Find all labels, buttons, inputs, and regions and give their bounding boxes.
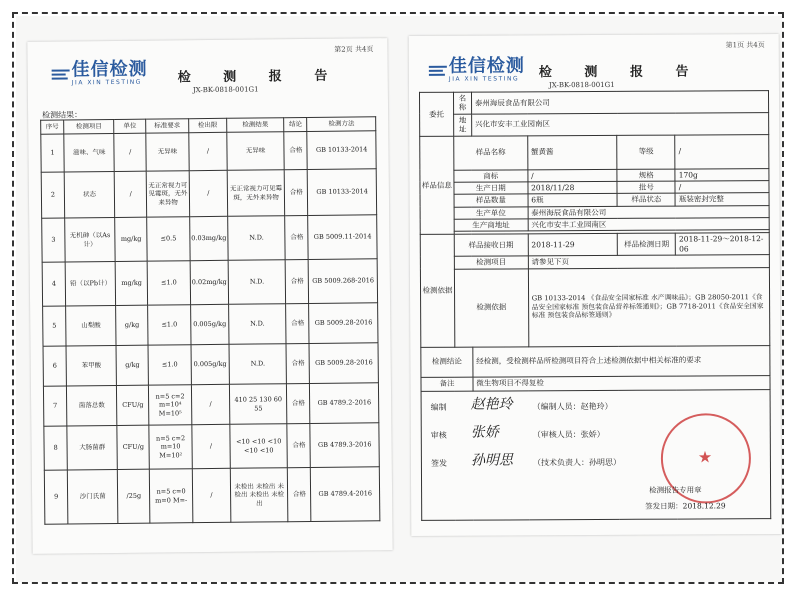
table-cell-unit: / [114, 133, 146, 171]
table-cell-method: GB 4789.2-2016 [310, 383, 379, 424]
table-cell-result: N.D. [229, 344, 287, 385]
table-cell-unit: /25g [118, 469, 150, 523]
report-code: JX-BK-0818-001G1 [192, 85, 259, 95]
table-cell-method: GB 4789.3-2016 [310, 423, 379, 468]
issue-label: 签发 [430, 458, 447, 468]
table-cell-method: GB 5009.268-2016 [309, 259, 378, 304]
table-cell-concl: 合格 [287, 383, 311, 423]
table-row [41, 131, 376, 173]
table-cell-unit: CFU/g [117, 425, 149, 469]
column-header: 检测项目 [64, 119, 114, 134]
table-cell-concl: 合格 [285, 215, 309, 259]
table-cell-no: 8 [44, 426, 68, 470]
client-address: 兴化市安丰工业园南区 [471, 112, 768, 135]
table-cell-method: GB 5009.28-2016 [309, 343, 378, 384]
table-cell-no: 3 [42, 218, 66, 262]
table-cell-item: 滋味、气味 [64, 133, 115, 172]
table-cell-concl: 合格 [287, 423, 311, 467]
table-cell-lod: / [189, 132, 227, 170]
page-number: 第1页 共4页 [725, 41, 765, 50]
results-table [40, 116, 380, 524]
table-cell-req: n=5 c=2 m=10⁴ M=10⁵ [149, 385, 192, 425]
table-cell-concl: 合格 [285, 169, 309, 215]
table-cell-concl: 合格 [285, 259, 309, 303]
review-label: 审核 [430, 430, 447, 440]
column-header: 单位 [114, 119, 146, 133]
table-cell-unit: mg/kg [115, 261, 147, 305]
table-cell-concl: 合格 [286, 343, 310, 383]
table-cell-lod: 0.02mg/kg [190, 260, 229, 304]
table-cell-result: 未检出 未检出 未检出 未检出 未检出 [230, 468, 288, 523]
table-cell-item: 沙门氏菌 [67, 469, 118, 524]
table-cell-item: 苯甲酸 [66, 345, 117, 386]
remark-text: 微生物项目不得复检 [473, 375, 770, 391]
table-cell-method: GB 4789.4-2016 [311, 467, 380, 522]
production-date: 2018/11/28 [528, 181, 618, 194]
manufacturer: 泰州海辰食品有限公司 [528, 205, 769, 219]
conclusion-text: 经检测，受检测样品所检测项目符合上述检测依据中相关标准的要求 [473, 345, 770, 377]
table-cell-req: ≤0.5 [147, 217, 190, 261]
table-cell-req: n=5 c=2 m=10 M=10² [149, 425, 192, 469]
table-cell-method: GB 5009.11-2014 [308, 215, 377, 260]
table-cell-method: GB 10133-2014 [308, 169, 377, 216]
test-date: 2018-11-29～2018-12-06 [675, 233, 769, 255]
table-cell-lod: / [192, 424, 231, 468]
page-number: 第2页 共4页 [334, 45, 374, 54]
table-cell-result: N.D. [228, 260, 286, 305]
table-cell-item: 菌落总数 [67, 385, 118, 426]
official-stamp: ★ [661, 413, 751, 503]
table-cell-item: 大肠菌群 [67, 425, 118, 470]
manufacturer-address: 兴化市安丰工业园南区 [528, 218, 769, 232]
report-page-1 [409, 34, 782, 536]
table-cell-req: 无异味 [146, 133, 189, 171]
test-basis: GB 10133-2014 《食品安全国家标准 水产调味品》；GB 28050-2011《食品安全国家标准 预包装食品营养标签通则》；GB 7718-2011《食品安全国家标准 预包装食品标签通则》 [528, 267, 770, 346]
table-cell-no: 5 [43, 306, 67, 346]
table-row [43, 343, 378, 387]
table-cell-unit: g/kg [116, 345, 148, 385]
receive-date: 2018-11-29 [528, 234, 618, 256]
basis-group: 检测依据 [420, 235, 454, 347]
table-cell-item: 山梨酸 [66, 305, 117, 346]
stamp-label: 检测报告专用章 [649, 484, 702, 495]
report-code: JX-BK-0818-001G1 [548, 80, 615, 90]
compile-signature: 赵艳玲 [470, 395, 513, 413]
column-header: 检测结果 [227, 118, 285, 133]
table-cell-result: 无正常视力可见霉斑，无外来异物 [227, 170, 285, 217]
table-cell-unit: CFU/g [117, 385, 149, 425]
logo-icon [427, 62, 449, 78]
table-cell-result: N.D. [229, 304, 287, 345]
compile-label: 编制 [430, 402, 447, 412]
table-row [43, 303, 378, 347]
table-cell-method: GB 5009.28-2016 [309, 303, 378, 344]
review-signature: 张娇 [470, 424, 499, 441]
table-cell-item: 铅（以Pb计） [65, 261, 116, 306]
column-header: 标准要求 [146, 119, 189, 133]
table-cell-no: 6 [43, 346, 67, 386]
conclusion-label: 检测结论 [421, 347, 473, 377]
sample-state: 瓶装密封完整 [675, 193, 769, 206]
report-info-table: 委托 名称 泰州海辰食品有限公司 地址 兴化市安丰工业园南区 样品信息 样品名称 蟹黄酱 等级 / 商标 / 规格 170g 生产日期 2018/11/28 批号 / 样品数量 6瓶 样品状态 瓶装密封完整 生产单位 泰州海辰食品有限公司 生产商地址 兴化市安丰工业园南区 检测依据 样品接收日期 2018-11-29 样品检测日期 2018-11-29～2018-12-06 检测项目 请参见下页 检测依据 GB 10133-2014 《食品安全国家标准 水产调味品》；GB 28050-2011《食品安全国家标准 预包装食品营养标签通则》；GB 7718-2011《食品安全国家标准 预包装食品标签通则》 检测结论 经检测，受检测样品所检测项目符合上述检测依据中相关标准的要求 备注 微生物项目不得复检 编制 赵艳玲 （编制人员：赵艳玲） 审核 张娇 （审核人员：张娇） 签发 孙明思 （技术负责人：孙明思） ★ 检测报告专用章 签发日期：2018.12.29 [419, 90, 771, 520]
report-title: 检 测 报 告 [538, 64, 703, 81]
table-cell-item: 无机砷（以As计） [65, 217, 116, 262]
table-cell-no: 4 [42, 262, 66, 306]
table-cell-lod: 0.03mg/kg [190, 216, 229, 260]
issue-date: 签发日期：2018.12.29 [645, 500, 726, 511]
table-cell-lod: / [189, 170, 228, 216]
results-label: 检测结果： [42, 110, 83, 120]
logo-icon [50, 66, 72, 82]
table-cell-result: N.D. [228, 216, 286, 261]
table-cell-req: ≤1.0 [147, 261, 190, 305]
sample-info-group: 样品信息 [420, 136, 454, 235]
table-cell-concl: 合格 [288, 467, 312, 521]
table-cell-unit: / [114, 171, 146, 217]
issue-signature: 孙明思 [470, 451, 513, 469]
table-row [43, 383, 378, 427]
table-cell-lod: / [192, 468, 231, 522]
column-header: 检测方法 [307, 117, 376, 132]
table-cell-method: GB 10133-2014 [307, 131, 376, 170]
client-name: 泰州海辰食品有限公司 [471, 91, 768, 114]
company-logo: 佳信检测 JIA XIN TESTING [427, 57, 525, 83]
table-cell-lod: / [191, 384, 230, 424]
client-group: 委托 [419, 92, 453, 136]
company-logo: 佳信检测 JIA XIN TESTING [50, 61, 148, 87]
table-row [44, 423, 379, 471]
table-cell-lod: 0.005g/kg [190, 304, 229, 344]
table-cell-req: n=5 c=0 m=0 M=- [150, 469, 193, 523]
table-cell-no: 7 [43, 386, 67, 426]
table-cell-req: ≤1.0 [148, 345, 191, 385]
sample-name: 蟹黄酱 [527, 135, 617, 169]
table-cell-no: 9 [44, 470, 68, 524]
table-row [44, 467, 380, 525]
sample-grade: / [675, 134, 769, 168]
sample-spec: 170g [675, 168, 769, 181]
table-cell-lod: 0.005g/kg [191, 344, 230, 384]
table-cell-result: <10 <10 <10 <10 <10 [230, 424, 288, 469]
table-cell-unit: g/kg [116, 305, 148, 345]
table-cell-no: 1 [41, 134, 64, 172]
table-cell-req: 无正常视力可见霉斑，无外来异物 [146, 171, 189, 217]
table-cell-concl: 合格 [284, 131, 307, 169]
table-cell-no: 2 [41, 172, 65, 218]
column-header: 检出限 [189, 118, 227, 132]
table-cell-result: 无异味 [227, 132, 285, 171]
report-page-2 [27, 38, 392, 554]
sample-quantity: 6瓶 [528, 194, 618, 207]
report-title: 检 测 报 告 [177, 68, 342, 86]
table-row [41, 169, 376, 219]
table-row [42, 259, 377, 307]
table-cell-req: ≤1.0 [148, 305, 191, 345]
table-cell-concl: 合格 [286, 303, 310, 343]
table-row [42, 215, 377, 263]
table-cell-item: 状态 [64, 171, 115, 218]
column-header: 结论 [284, 117, 307, 131]
table-cell-result: 410 25 130 60 55 [229, 384, 287, 425]
column-header: 序号 [41, 120, 64, 134]
table-cell-unit: mg/kg [115, 217, 147, 261]
